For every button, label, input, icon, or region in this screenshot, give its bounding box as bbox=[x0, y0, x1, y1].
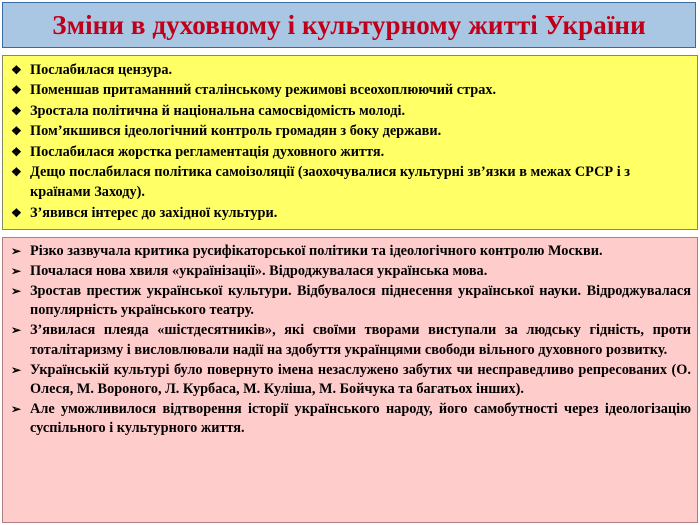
list-item: ➢ Зростав престиж української культури. Відбувалося піднесення української науки. Відроджувалася популярність українського театру. bbox=[11, 282, 691, 319]
arrow-right-icon: ➢ bbox=[11, 244, 22, 258]
culture-list-panel bbox=[2, 237, 698, 523]
arrow-right-icon: ➢ bbox=[11, 362, 22, 377]
list-item: ➢ Але уможливилося відтворення історії українського народу, його самобутності через ідеологізацію суспільного і культурного життя. bbox=[11, 400, 691, 437]
list-item: ➢ Українській культурі було повернуто імена незаслужено забутих чи несправедливо репресованих (О. Олеся, М. Вороного, Л. Курбаса, М. Куліша, М. Бойчука та багатьох інших). bbox=[11, 361, 691, 397]
arrow-right-icon: ➢ bbox=[11, 401, 22, 416]
diamond-dots-icon: ❖ bbox=[11, 83, 22, 98]
diamond-dots-icon: ❖ bbox=[11, 63, 22, 77]
arrow-right-icon: ➢ bbox=[11, 283, 22, 298]
list-item: ❖ Дещо послабилася політика самоізоляції (заохочувалися культурні зв’язки в межах СРСР і з країнами Заходу). bbox=[11, 164, 630, 201]
diamond-dots-icon: ❖ bbox=[11, 205, 22, 220]
title-banner bbox=[2, 2, 696, 48]
list-item: ❖ Пом’якшився ідеологічний контроль громадян з боку держави. bbox=[11, 122, 691, 142]
diamond-dots-icon: ❖ bbox=[11, 144, 22, 159]
list-item: ❖ Зростала політична й національна самосвідомість молоді. bbox=[11, 102, 691, 122]
page-title: Зміни в духовному і культурному житті України bbox=[52, 9, 646, 40]
list-item: ➢ З’явилася плеяда «шістдесятників», які своїми творами виступали за людську гідність, проти тоталітаризму і висловлювали надії на здобуття українцями свободи вільного духовного розвитку. bbox=[11, 322, 691, 358]
diamond-dots-icon: ❖ bbox=[11, 124, 22, 139]
list-item: ❖ З’явився інтерес до західної культури. bbox=[11, 204, 691, 224]
list-item: ❖ Послабилася жорстка регламентація духовного життя. bbox=[11, 143, 691, 163]
diamond-dots-icon: ❖ bbox=[11, 103, 22, 118]
changes-list-panel bbox=[2, 55, 698, 230]
list-item: ➢ Почалася нова хвиля «українізації». Відроджувалася українська мова. bbox=[11, 262, 691, 281]
list-item: ❖ Поменшав притаманний сталінському режимові всеохоплюючий страх. bbox=[11, 81, 691, 101]
list-item: ➢ Різко зазвучала критика русифікаторської політики та ідеологічного контролю Москви. bbox=[11, 242, 691, 261]
arrow-right-icon: ➢ bbox=[11, 263, 22, 278]
list-item: ❖ Послабилася цензура. bbox=[11, 61, 691, 81]
diamond-dots-icon: ❖ bbox=[11, 165, 22, 180]
culture-list bbox=[11, 242, 691, 438]
changes-list bbox=[11, 61, 691, 223]
arrow-right-icon: ➢ bbox=[11, 323, 22, 338]
